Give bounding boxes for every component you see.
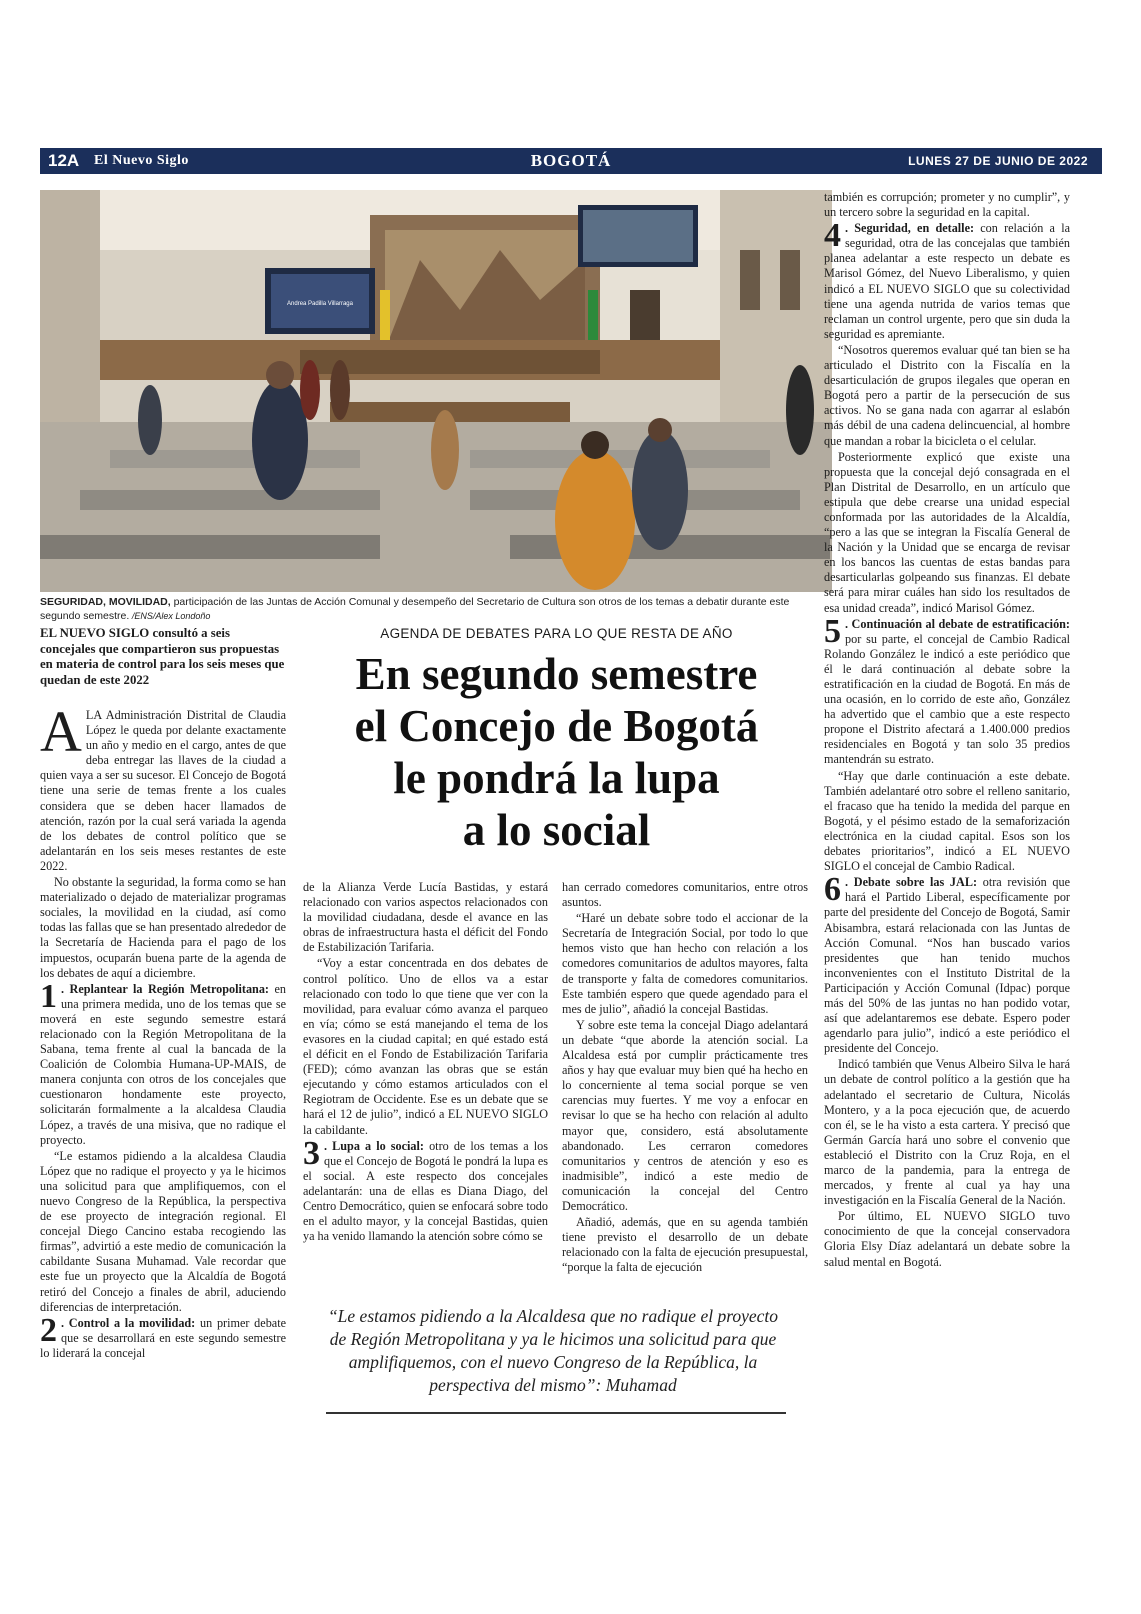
section-number: 6	[824, 871, 841, 909]
publication-name: El Nuevo Siglo	[94, 153, 189, 168]
paragraph: Y sobre este tema la concejal Diago adelantará un debate “que aborde la atención social. La Alcaldesa está por cumplir prácticamente tres años y hay que evaluar muy bien qué ha hecho en lo concerniente al tema social porque se ven carencias muy fuertes. Y me voy a enfocar en revisar lo que se ha hecho con relación al adulto mayor que, considero, está absolutamente abandonado. Les cerraron comedores comunitarios y centros de atención y eso es inadmisible”, indicó a este medio de comunicación la concejal del Centro Democrático.	[562, 1017, 808, 1213]
paragraph: “Nosotros queremos evaluar qué tan bien se ha articulado el Distrito con la Fiscalía en la desarticulación de grupos ilegales que operan en Bogotá pero a partir de la persecución de sus activos. No se gana nada con agarrar al eslabón más débil de una cadena delincuencial, al hombre que mandan a robar la bicicleta o el celular.	[824, 342, 1070, 448]
caption-bold: SEGURIDAD, MOVILIDAD,	[40, 596, 171, 608]
drop-cap: A	[40, 699, 82, 764]
section-number: 3	[303, 1134, 320, 1172]
article-column-2	[303, 880, 548, 1245]
photo-caption	[40, 595, 832, 623]
numbered-section: 6 . Debate sobre las JAL: otra revisión que hará el Partido Liberal, específicamente por parte del presidente del Concejo de Bogotá, Samir Abisambra, estará relacionada con las Juntas de Acción Comunal. “Nos han buscado varios presidentes que han tenido muchos inconvenientes con el Instituto Distrital de la Participación y Acción Comunal (Idpac) porque más del 50% de las juntas no han podido votar, así que adelantaremos ese debate. Espero poder agendarlo para julio”, indicó a este periódico el presidente del Concejo.	[824, 871, 1070, 1056]
article-lead: EL NUEVO SIGLO consultó a seis concejales que compartieron sus propuestas en materia de control para los seis meses que quedan de este 2022	[40, 626, 285, 687]
paragraph: de la Alianza Verde Lucía Bastidas, y estará relacionado con varios aspectos relacionados con la movilidad ciudadana, desde el avance en las obras de infraestructura hasta el déficit del Fondo de Estabilización Tarifaria.	[303, 880, 548, 955]
council-chamber-photo	[40, 190, 832, 592]
paragraph: “Voy a estar concentrada en dos debates de control político. Uno de ellos va a estar relacionado con todo lo que tiene que ver con la movilidad, para evaluar cómo avanza el parqueo en vía; cómo se está manejando el tema de los evasores en la ciudad capital; en qué estado está el déficit en el Fondo de Estabilización Tarifaria (FED); cómo avanzan las obras que se están ejecutando y cómo estamos articulados con el Regiotram de Occidente. Ese es un debate que se hará el 12 de julio”, indicó a EL NUEVO SIGLO la cabildante.	[303, 956, 548, 1137]
numbered-section: 3 . Lupa a lo social: otro de los temas a los que el Concejo de Bogotá le pondrá la lupa es el social. A este respecto dos concejales adelantarán: una de ellas es Diana Diago, del Centro Democrático, quien se enfocará sobre todo en el adulto mayor, y la concejal Bastidas, quien ya ha venido llamando la atención sobre cómo se	[303, 1134, 549, 1244]
screen-caption: Andrea Padilla Villarraga	[287, 301, 353, 307]
numbered-section: 1 . Replantear la Región Metropolitana: en una primera medida, uno de los temas que se moverá en este segundo semestre estará relacionado con la Región Metropolitana de la Sabana, tema frente al cual la bancada de la Coalición de Colombia Humana-UP-MAIS, de manera conjunta con otros de los concejales que cuestionaron hondamente este proyecto, solicitarán formalmente a la alcaldesa Claudia López, a través de una misiva, que no radique el proyecto.	[40, 977, 286, 1147]
paragraph: “Le estamos pidiendo a la alcaldesa Claudia López que no radique el proyecto y ya le hicimos una solicitud para que amplifiquemos, con el nuevo Congreso de la República, la perspectiva de ese proyecto de integración regional. El concejal Diego Cancino estaba recogiendo las firmas”, advirtió a este medio de comunicación la cabildante Susana Muhamad. Vale recordar que este fue un proyecto que la Alcaldía de Bogotá retiró del Concejo a finales de abril, aduciendo diferencias de interpretación.	[40, 1148, 286, 1314]
section-title: . Replantear la Región Metropolitana:	[61, 981, 269, 996]
headline-line: le pondrá la lupa	[393, 753, 720, 803]
article-column-3	[562, 880, 808, 1276]
numbered-section: 2 . Control a la movilidad: un primer debate que se desarrollará en este segundo semestre lo liderará la concejal	[40, 1311, 286, 1360]
section-number: 5	[824, 612, 841, 650]
headline-line: En segundo semestre	[355, 649, 758, 699]
paragraph: Indicó también que Venus Albeiro Silva le hará un debate de control político a la gestión que ha adelantado el secretario de Cultura, Nicolás Montero, y a la poca ejecución que, de acuerdo con él, se le ha visto a esta cartera. Y precisó que Germán García hará uno sobre el convenio que estableció el Distrito con la Cruz Roja, en el marco de la pandemia, para la entrega de mercados, y frente al cual ya hay una investigación en la Fiscalía General de la Nación.	[824, 1057, 1070, 1208]
section-title: . Debate sobre las JAL:	[845, 875, 978, 890]
section-number: 1	[40, 977, 57, 1015]
headline-line: el Concejo de Bogotá	[354, 701, 759, 751]
article-kicker: AGENDA DE DEBATES PARA LO QUE RESTA DE AÑO	[380, 626, 733, 641]
paragraph: ALA Administración Distrital de Claudia López le queda por delante exactamente un año y medio en el cargo, antes de que deba entregar las llaves de la ciudad a quien vaya a ser su sucesor. El Concejo de Bogotá tiene una serie de temas frente a los cuales considera que se deben hacer llamados de atención, razón por la cual será variada la agenda de los debates de control político que se adelantarán en los seis meses restantes de este 2022.	[40, 699, 286, 873]
article-column-1	[40, 626, 286, 1362]
photo-credit: /ENS/Alex Londoño	[129, 611, 211, 621]
page-number: 12A	[48, 151, 80, 170]
numbered-section: 4 . Seguridad, en detalle: con relación a la seguridad, otra de las concejalas que también planea adelantar a este respecto un debate es Marisol Gómez, del Nuevo Liberalismo, y quien indicó a EL NUEVO SIGLO que su colectividad tiene una agenda nutrida de varios temas que reclaman un control urgente, pero que sin duda la seguridad es apremiante.	[824, 217, 1070, 341]
paragraph: “Haré un debate sobre todo el accionar de la Secretaría de Integración Social, por todo lo que hemos visto que han hecho con relación a los comedores comunitarios de adultos mayores, falta de transporte y falta de comedores comunitarios. Este también espero que quede agendado para el mes de julio”, añadió la concejal Bastidas.	[562, 911, 808, 1016]
headline-line: a lo social	[462, 805, 651, 855]
pull-quote-rule	[326, 1412, 786, 1414]
section-number: 2	[40, 1311, 57, 1349]
section-title: . Seguridad, en detalle:	[845, 221, 975, 236]
page-header	[40, 148, 1102, 174]
photo-illustration	[40, 190, 832, 592]
section-title: . Control a la movilidad:	[61, 1315, 196, 1330]
paragraph: Añadió, además, que en su agenda también tiene previsto el desarrollo de un debate relacionado con la falta de ejecución presupuestal, “porque la falta de ejecución	[562, 1215, 808, 1275]
pull-quote: “Le estamos pidiendo a la Alcaldesa que no radique el proyecto de Región Metropolitana y ya le hicimos una solicitud para que amplifiquemos, con el nuevo Congreso de la República, la perspectiva del mismo”: Muhamad	[327, 1306, 779, 1395]
article-headline	[305, 648, 808, 856]
caption-text: participación de las Juntas de Acción Comunal y desempeño del Secretario de Cultura son otros de los temas a debatir durante este segundo semestre.	[40, 596, 790, 622]
paragraph: Por último, EL NUEVO SIGLO tuvo conocimiento de que la concejal conservadora Gloria Elsy Díaz adelantará un debate sobre la salud mental en Bogotá.	[824, 1209, 1070, 1269]
numbered-section: 5 . Continuación al debate de estratificación: por su parte, el concejal de Cambio Radical Rolando González le indicó a este periódico que él le dará continuación al debate sobre la estratificación en la ciudad de Bogotá. En más de una ocasión, en lo corrido de este año, González ha advertido que el cambio que a este respecto propone el Distrito afectará a 1.400.000 predios residenciales en Bogotá y tan solo 35 predios mantendrán su estrato.	[824, 612, 1070, 767]
paragraph: No obstante la seguridad, la forma como se han materializado o dejado de materializar programas sociales, la movilidad en la ciudad, así como todas las fallas que se han presentado alrededor de la Secretaría de Hacienda para el pago de los impuestos, ocuparán buena parte de la agenda de los debates de aquí a diciembre.	[40, 875, 286, 980]
paragraph: “Hay que darle continuación a este debate. También adelantaré otro sobre el relleno sanitario, el fracaso que ha tenido la medida del parque en Bogotá, y el pésimo estado de la semaforización electrónica en la ciudad capital. Esos son los debates prioritarios”, indicó a EL NUEVO SIGLO el concejal de Cambio Radical.	[824, 768, 1070, 874]
section-number: 4	[824, 217, 841, 255]
section-title: . Lupa a lo social:	[324, 1138, 424, 1153]
paragraph: también es corrupción; prometer y no cumplir”, y un tercero sobre la seguridad en la capital.	[824, 190, 1070, 220]
section-title: BOGOTÁ	[530, 151, 612, 170]
issue-date: LUNES 27 DE JUNIO DE 2022	[908, 154, 1088, 168]
section-title: . Continuación al debate de estratificación:	[845, 616, 1070, 631]
paragraph: Posteriormente explicó que existe una propuesta que la concejal dejó consagrada en el Plan Distrital de Desarrollo, en un artículo que estipula que debe crearse una unidad especial conformada por las autoridades de la Alcaldía, “pero a las que se integran la Fiscalía General de la Nación y la Unidad que se encarga de revisar en los bancos las cuentas de estas bandas para desarticularlas golpeando sus finanzas. El debate será para mirar cuáles han sido los resultados de esa unidad creada”, indicó Marisol Gómez.	[824, 449, 1070, 615]
paragraph: han cerrado comedores comunitarios, entre otros asuntos.	[562, 880, 808, 910]
article-column-4	[824, 190, 1070, 1271]
